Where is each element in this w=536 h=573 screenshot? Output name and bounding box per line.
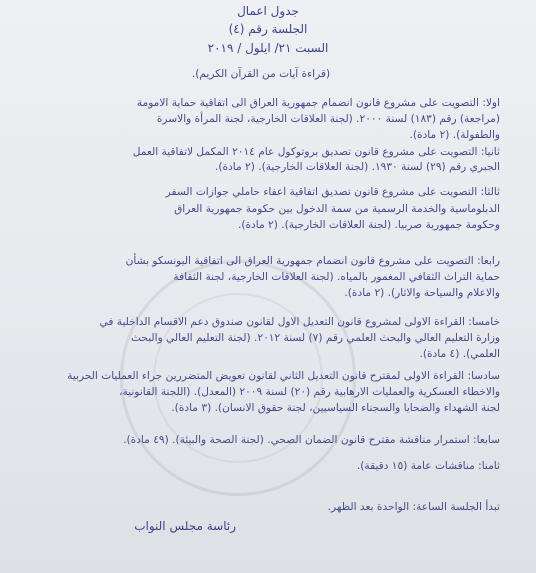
session-number: الجلسة رقم (٤) bbox=[228, 22, 308, 36]
item3-line3: وحكومة جمهورية صربيا. (لجنة العلاقات الخارجية). (٢ مادة). bbox=[237, 219, 500, 231]
session-date: السبت ٢١/ ايلول / ٢٠١٩ bbox=[207, 41, 329, 55]
item6-line2: والاخطاء العسكرية والعمليات الارهابية رقم (٢٠) لسنة ٢٠٠٩ (المعدل). (اللجنة القانونية، bbox=[119, 386, 500, 398]
item2-line1: ثانيا: التصويت على مشروع قانون تصديق بروتوكول عام ٢٠١٤ المكمل لاتفاقية العمل bbox=[132, 146, 500, 158]
item5-line1: خامسا: القراءة الاولى لمشروع قانون التعديل الاول لقانون صندوق دعم الاقسام الداخلية في bbox=[99, 316, 500, 328]
item4-line1: رابعا: التصويت على مشروع قانون انضمام جمهورية العراق الى اتفاقية اليونسكو بشأن bbox=[125, 255, 500, 267]
item3-line1: ثالثا: التصويت على مشروع قانون تصديق اتفاقية اعفاء حاملي جوازات السفر bbox=[165, 186, 500, 198]
signature: رئاسة مجلس النواب bbox=[134, 519, 236, 533]
item6-line1: سادسا: القراءة الاولى لمقترح قانون التعديل الثاني لقانون تعويض المتضررين جراء العمليات الحربية bbox=[67, 370, 500, 382]
item5-line2: وزارة التعليم العالي والبحث العلمي رقم (٧) لسنة ٢٠١٢. (لجنة التعليم العالي والبحث bbox=[130, 332, 500, 344]
item5-line3: العلمي). (٤ مادة). bbox=[419, 348, 500, 360]
item1-line3: والطفولة). (٢ مادة). bbox=[409, 129, 500, 141]
item3-line2: الدبلوماسية والخدمة الرسمية من سمة الدخول بين حكومة جمهورية العراق bbox=[174, 203, 500, 215]
agenda-title: جدول اعمال bbox=[237, 4, 299, 18]
quran-reading: (قراءة آيات من القرآن الكريم). bbox=[191, 68, 331, 80]
item2-line2: الجبري رقم (٢٩) لسنة ١٩٣٠. (لجنة العلاقات الخارجية). (٢ مادة). bbox=[215, 161, 500, 173]
item7: سابعا: استمرار مناقشة مقترح قانون الضمان الصحي. (لجنة الصحة والبيئة). (٤٩ مادة). bbox=[123, 434, 500, 446]
start-time: تبدأ الجلسة الساعة: الواحدة بعد الظهر. bbox=[327, 501, 500, 513]
item4-line2: حماية التراث الثقافي المغمور بالمياه. (لجنة العلاقات الخارجية، لجنة الثقافة bbox=[173, 271, 500, 283]
item8: ثامنا: مناقشات عامة (١٥ دقيقة). bbox=[356, 460, 500, 472]
item1-line1: اولا: التصويت على مشروع قانون انضمام جمهورية العراق الى اتفاقية حماية الامومة bbox=[136, 97, 500, 109]
item4-line3: والاعلام والسياحة والاثار). (٢ مادة). bbox=[344, 287, 500, 299]
item6-line3: لجنة الشهداء والضحايا والسجناء السياسيين، لجنة حقوق الانسان). (٣ مادة). bbox=[171, 402, 500, 414]
item1-line2: (مراجعة) رقم (١٨٣) لسنة ٢٠٠٠. (لجنة العلاقات الخارجية، لجنة المرأة والاسرة bbox=[156, 113, 500, 125]
